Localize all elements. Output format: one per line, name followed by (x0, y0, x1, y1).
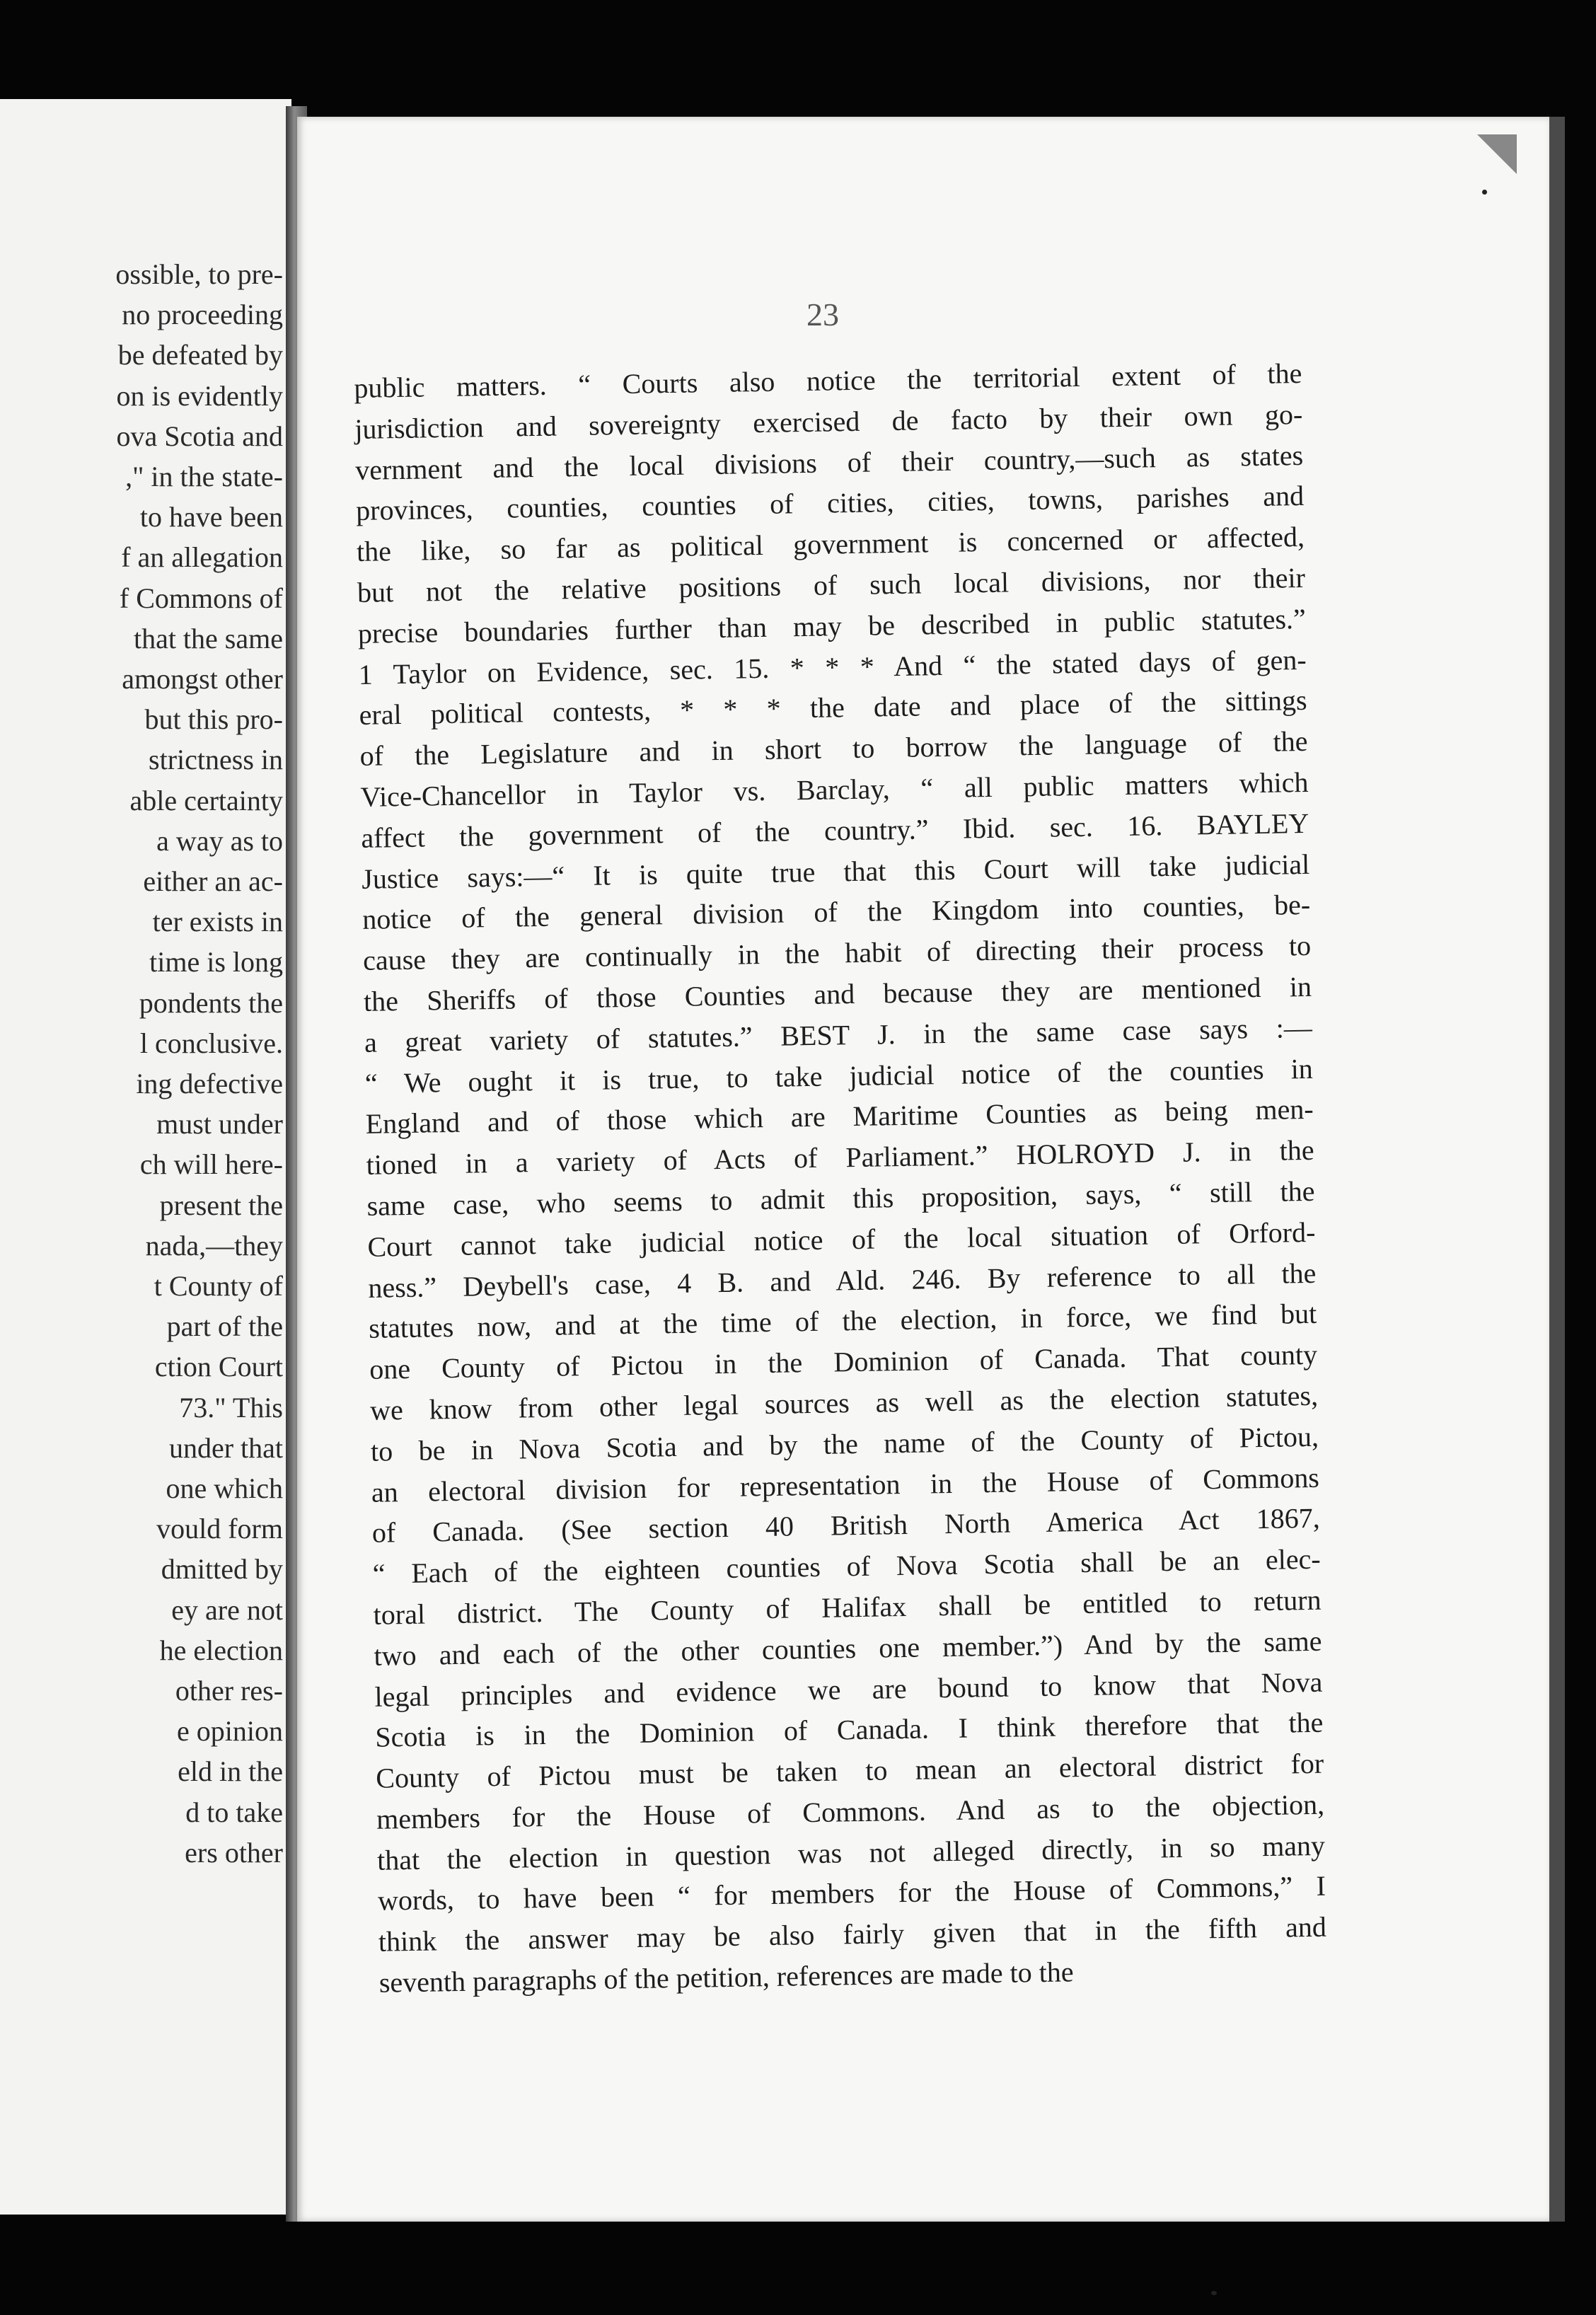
body-line: vernment and the local divisions of their country,—such as states (354, 439, 1304, 486)
left-page-line: ter exists in (152, 906, 283, 938)
body-line: Vice-Chancellor in Taylor vs. Barclay, “ all public matters which (360, 766, 1309, 813)
left-page-line: a way as to (156, 824, 283, 857)
body-line: ness.” Deybell's case, 4 B. and Ald. 246. By reference to all the (368, 1257, 1317, 1304)
body-line: provinces, counties, counties of cities, cities, towns, parishes and (355, 480, 1305, 527)
body-line: to be in Nova Scotia and by the name of the County of Pictou, (370, 1420, 1319, 1467)
left-page-line: strictness in (149, 744, 283, 776)
left-page-line: he election (159, 1634, 283, 1666)
body-line: the Sheriffs of those Counties and because they are mentioned in (363, 970, 1312, 1017)
left-page-line: either an ac- (143, 865, 283, 897)
body-line: statutes now, and at the time of the election, in force, we find but (368, 1298, 1317, 1345)
body-line: of the Legislature and in short to borrow the language of the (359, 725, 1308, 773)
left-page-line: ," in the state- (125, 461, 283, 492)
page-number: 23 (806, 296, 839, 333)
body-line: County of Pictou must be taken to mean an electoral district for (375, 1747, 1324, 1794)
left-page-line: vould form (156, 1513, 283, 1545)
left-page-line: under that (168, 1431, 283, 1464)
left-page-line: dmitted by (161, 1553, 283, 1586)
left-page-line: 73." This (179, 1391, 283, 1424)
scan-speck (1211, 2291, 1217, 2295)
body-line: legal principles and evidence we are bound to know that Nova (374, 1665, 1323, 1713)
left-page-line: no proceeding (122, 299, 283, 331)
left-page-line: d to take (185, 1796, 283, 1828)
left-page-line: f an allegation (121, 541, 283, 574)
left-page-line: to have been (139, 501, 283, 533)
body-line: public matters. “ Courts also notice the territorial extent of the (354, 357, 1302, 404)
scan-speck (1482, 190, 1487, 195)
left-page-line: nada,—they (145, 1229, 283, 1262)
left-page-line: one which (166, 1472, 283, 1504)
left-page-line: ing defective (136, 1068, 283, 1099)
left-page-line: ction Court (154, 1351, 283, 1383)
left-page-line: eld in the (178, 1755, 283, 1788)
body-line: two and each of the other counties one member.”) And by the same (374, 1624, 1322, 1672)
body-line: Court cannot take judicial notice of the local situation of Orford- (367, 1216, 1316, 1263)
left-page-line: f Commons of (119, 582, 283, 614)
body-line: members for the House of Commons. And as to the objection, (376, 1788, 1325, 1835)
body-line: of Canada. (See section 40 British North America Act 1867, (371, 1502, 1321, 1549)
body-line: an electoral division for representation in the House of Commons (371, 1461, 1320, 1508)
body-line: a great variety of statutes.” BEST J. in the same case says :— (364, 1011, 1313, 1058)
left-page-line: be defeated by (117, 339, 283, 371)
left-page-line: that the same (133, 622, 283, 654)
body-line: affect the government of the country.” Ibid. sec. 16. BAYLEY (361, 807, 1309, 854)
left-page-line: but this pro- (144, 703, 283, 736)
left-page-line: on is evidently (116, 379, 283, 412)
left-page-line: other res- (175, 1675, 283, 1707)
left-page-line: ossible, to pre- (115, 258, 283, 290)
left-page-line: able certainty (129, 784, 283, 816)
body-line: seventh paragraphs of the petition, references are made to the (378, 1956, 1074, 1999)
body-line: precise boundaries further than may be described in public statutes.” (357, 602, 1307, 650)
body-line: “ We ought it is true, to take judicial notice of the counties in (364, 1052, 1314, 1099)
left-page-line: l conclusive. (139, 1027, 283, 1059)
left-page-line: ey are not (171, 1593, 283, 1626)
body-line: but not the relative positions of such local divisions, nor their (357, 561, 1306, 608)
body-text (354, 353, 1327, 2004)
body-line: words, to have been “ for members for the House of Commons,” I (377, 1870, 1326, 1917)
body-line: same case, who seems to admit this proposition, says, “ still the (366, 1174, 1315, 1222)
body-line: 1 Taylor on Evidence, sec. 15. * * * And “ the stated days of gen- (358, 643, 1307, 691)
body-line: tioned in a variety of Acts of Parliament.” HOLROYD J. in the (366, 1133, 1314, 1181)
body-line: that the election in question was not alleged directly, in so many (376, 1829, 1326, 1876)
left-page-line: present the (159, 1189, 283, 1221)
left-page-line: must under (156, 1108, 283, 1141)
body-line: we know from other legal sources as well as the election statutes, (369, 1379, 1319, 1426)
body-line: think the answer may be also fairly given that in the fifth and (378, 1910, 1327, 1958)
body-line: toral district. The County of Halifax shall be entitled to return (373, 1583, 1322, 1631)
body-line: eral political contests, * * * the date and place of the sittings (359, 684, 1307, 732)
page-corner-fold (1477, 134, 1517, 174)
body-line: notice of the general division of the Kingdom into counties, be- (362, 889, 1311, 936)
left-page-line: time is long (149, 946, 283, 978)
body-line: jurisdiction and sovereignty exercised de facto by their own go- (354, 398, 1303, 445)
left-page-line: e opinion (177, 1715, 283, 1748)
body-line: the like, so far as political government is concerned or affected, (356, 521, 1305, 568)
body-line: England and of those which are Maritime Counties as being men- (365, 1093, 1314, 1141)
body-line: Justice says:—“ It is quite true that this Court will take judicial (361, 848, 1310, 895)
left-page-line: pondents the (139, 986, 283, 1019)
body-line: one County of Pictou in the Dominion of Canada. That county (369, 1338, 1318, 1385)
body-line: Scotia is in the Dominion of Canada. I think therefore that the (375, 1707, 1324, 1754)
left-page-line: ova Scotia and (116, 420, 283, 452)
left-page-line: t County of (154, 1270, 283, 1302)
left-page-line: part of the (166, 1310, 283, 1343)
left-page (0, 99, 291, 2215)
left-page-line: amongst other (122, 663, 283, 695)
body-line: cause they are continually in the habit of directing their process to (362, 930, 1312, 977)
left-page-line: ers other (185, 1836, 283, 1869)
body-line: “ Each of the eighteen counties of Nova Scotia shall be an elec- (372, 1542, 1321, 1590)
left-page-line: ch will here- (139, 1148, 283, 1181)
